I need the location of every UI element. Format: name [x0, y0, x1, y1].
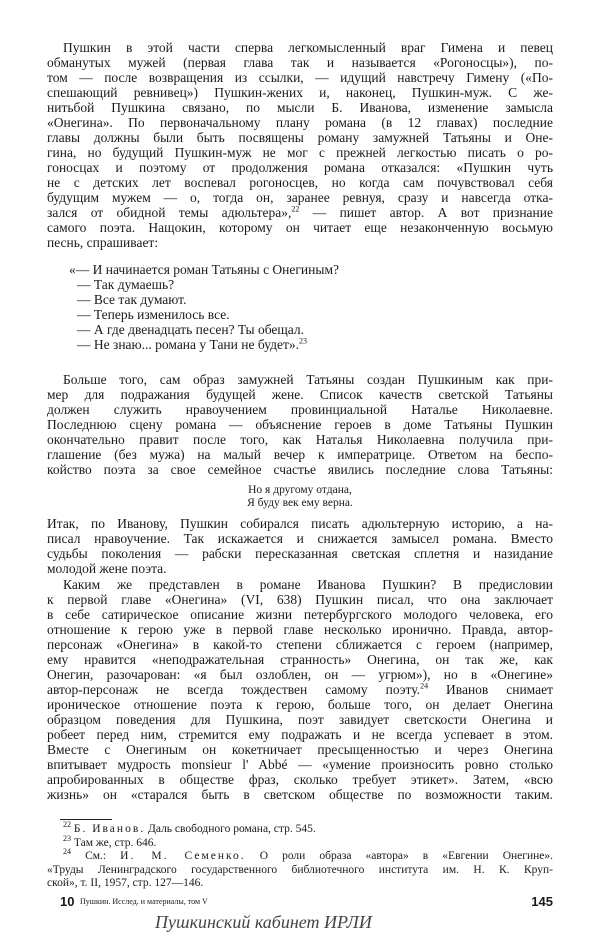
footnote-number: 23: [63, 833, 71, 843]
text-line: отношение к герою уже в первой главе несколько иронично. Правда, автор-: [47, 622, 553, 637]
text-line: гина, но будущий Пушкин-муж не мог с прежней легкостью писать о ро-: [47, 145, 553, 160]
poem-quote: [47, 484, 553, 510]
text-line: нитьбой Пушкина связано, по мысли Б. Иванова, изменение замысла: [47, 100, 553, 115]
footnote-number: 24: [63, 847, 71, 857]
text-line: робеет перед ним, стремится ему подражать и не всегда успевает в этом.: [47, 727, 553, 742]
text-line: гоносцах и поэтому от продолжения романа отказался: «Пушкин чуть: [47, 160, 553, 175]
text-line: [47, 682, 553, 697]
text-line: апробированных в обществе фраз, сколько требует этикет». Затем, «всю: [47, 772, 553, 787]
watermark: Пушкинский кабинет ИРЛИ: [155, 912, 372, 932]
text-line: том — после возвращения из ссылки, — идущий навстречу Гимену («По-: [47, 70, 553, 85]
paragraph-2: [47, 372, 553, 477]
text-line: Вместе с Онегиным он кокетничает пресыщенностью и через Онегина: [47, 742, 553, 757]
text-line: «Онегина». По первоначальному плану романа (в 12 главах) последние: [47, 115, 553, 130]
footnote-23: [47, 833, 553, 851]
dialogue-line: [47, 337, 553, 352]
signature-mark: 10: [60, 894, 75, 909]
dialogue-line: «— И начинается роман Татьяны с Онегиным?: [69, 262, 339, 277]
text-fragment: — Не знаю... романа у Тани не будет».: [77, 337, 299, 352]
footnote-ref-22[interactable]: 22: [291, 204, 300, 214]
text-line: мер для подражания будущей жене. Список качеств светской Татьяны: [47, 387, 553, 402]
text-fragment: — пишет автор. А вот признание: [312, 205, 553, 220]
footnote-ref-23[interactable]: 23: [299, 336, 307, 346]
footnote-24-cont: ской», т. II, 1957, стр. 127—146.: [47, 877, 204, 889]
text-line: окончательно правит после того, как Наталья Николаевна получила при-: [47, 432, 553, 447]
text-line: судьбы поколения — рабски пересказанная светская сплетня и назидание: [47, 546, 553, 561]
text-line: обманутых мужей (первая глава так и называется «Рогоносцы»), по-: [47, 55, 553, 70]
text-line: в себе сатирическое описание жизни петербургского молодого человека, его: [47, 607, 553, 622]
text-line: Каким же представлен в романе Иванова Пушкин? В предисловии: [63, 577, 553, 592]
text-line: Онегин, разочарован: «я был озлоблен, он — угрюм»), но в «Онегине»: [47, 667, 553, 682]
poem-line: Но я другому отдана,: [248, 484, 352, 496]
footnote-24-cont: «Труды Ленинградского государственного библиотечного института им. Н. К. Круп-: [47, 863, 553, 876]
text-line: глашение (без мужа) на малый вечер к императрице. Ответом на беспо-: [47, 447, 553, 462]
text-line: впитывает мудрость monsieur l' Abbé — «умение произносить ровно столько: [47, 757, 553, 772]
text-line: писал нравоучение. Так искажается и снижается замысел романа. Вместо: [47, 531, 553, 546]
text-line: молодой жене поэта.: [47, 561, 167, 576]
text-line: персонаж «Онегина» в какой-то степени сближается с героем (например,: [47, 637, 553, 652]
footnotes: [47, 820, 554, 891]
text-line: Итак, по Иванову, Пушкин собирался писать адюльтерную историю, а на-: [47, 516, 553, 531]
dialogue-quote: [47, 262, 553, 352]
text-line: Последнюю сцену романа — объяснение героев в доме Татьяны Пушкин: [47, 417, 553, 432]
text-fragment: Иванов снимает: [446, 682, 554, 697]
footnote-text: Там же, стр. 646.: [73, 836, 157, 849]
text-line: Пушкин в этой части сперва легкомысленный враг Гимена и певец: [63, 40, 553, 55]
text-line: ироническое отношение поэта к герою, больше того, он делает Онегина: [47, 697, 553, 712]
text-line: песнь, спрашивает:: [47, 235, 159, 250]
text-line: самого поэта. Нащокин, которому он читает еще незаконченную восьмую: [47, 220, 553, 235]
paragraph-4: [47, 577, 553, 802]
page-number: 145: [531, 894, 553, 909]
text-fragment: зался от обидной темы адюльтера»,: [47, 205, 292, 220]
page-footer: [60, 894, 553, 910]
text-line: к первой главе «Онегина» (VI, 638) Пушкин писал, что она заключает: [47, 592, 553, 607]
text-line: жизнь» он «старался быть в светском обществе по возможности таким.: [47, 787, 553, 802]
text-line: должен служить нравоучением провинциальной Наталье Николаевне.: [47, 402, 553, 417]
footnote-author: Б. Иванов.: [73, 823, 146, 835]
footnote-22: [47, 820, 553, 837]
text-line: главы должны были быть посвящены роману замужней Татьяны и Оне-: [47, 130, 553, 145]
footnote-text: Даль свободного романа, стр. 545.: [148, 823, 316, 835]
paragraph-1: [47, 40, 553, 250]
dialogue-line: — Теперь изменилось все.: [77, 307, 230, 322]
footnote-text: О роли образа «автора» в «Евгении Онегине».: [259, 850, 554, 862]
dialogue-line: — Все так думают.: [77, 292, 187, 307]
footnote-24: [47, 847, 554, 864]
footnote-ref-24[interactable]: 24: [420, 681, 429, 691]
text-line: не с детских лет воспевал рогоносцев, но когда сам почувствовал себя: [47, 175, 553, 190]
signature-text: Пушкин. Исслед. и материалы, том V: [80, 897, 208, 906]
text-line: ему нравится «неподражательная странность» Онегина, он так же, как: [47, 652, 553, 667]
poem-line: Я буду век ему верна.: [247, 497, 353, 509]
text-line: Больше того, сам образ замужней Татьяны создан Пушкиным как при-: [63, 372, 553, 387]
dialogue-line: — А где двенадцать песен? Ты обещал.: [77, 322, 305, 337]
text-line: койство поэта за свое семейное счастье явились последние слова Татьяны:: [47, 462, 553, 477]
text-line: будущим мужем — о, тогда он, заранее ревнуя, сразу и навсегда отка-: [47, 190, 553, 205]
footnote-number: 22: [63, 820, 71, 830]
footnote-prefix: См.:: [85, 850, 107, 862]
footnote-author: И. М. Семенко.: [120, 850, 246, 862]
text-fragment: автор-персонаж не всегда тождествен самому поэту.: [47, 682, 421, 697]
text-line: образцом поведения для Пушкина, поэт завидует светскости Онегина и: [47, 712, 553, 727]
paragraph-3: [47, 516, 553, 576]
text-line: [47, 205, 553, 220]
text-line: спешающий ревнивец») Пушкин-жених и, наконец, Пушкин-муж. С же-: [47, 85, 553, 100]
dialogue-line: — Так думаешь?: [77, 277, 175, 292]
